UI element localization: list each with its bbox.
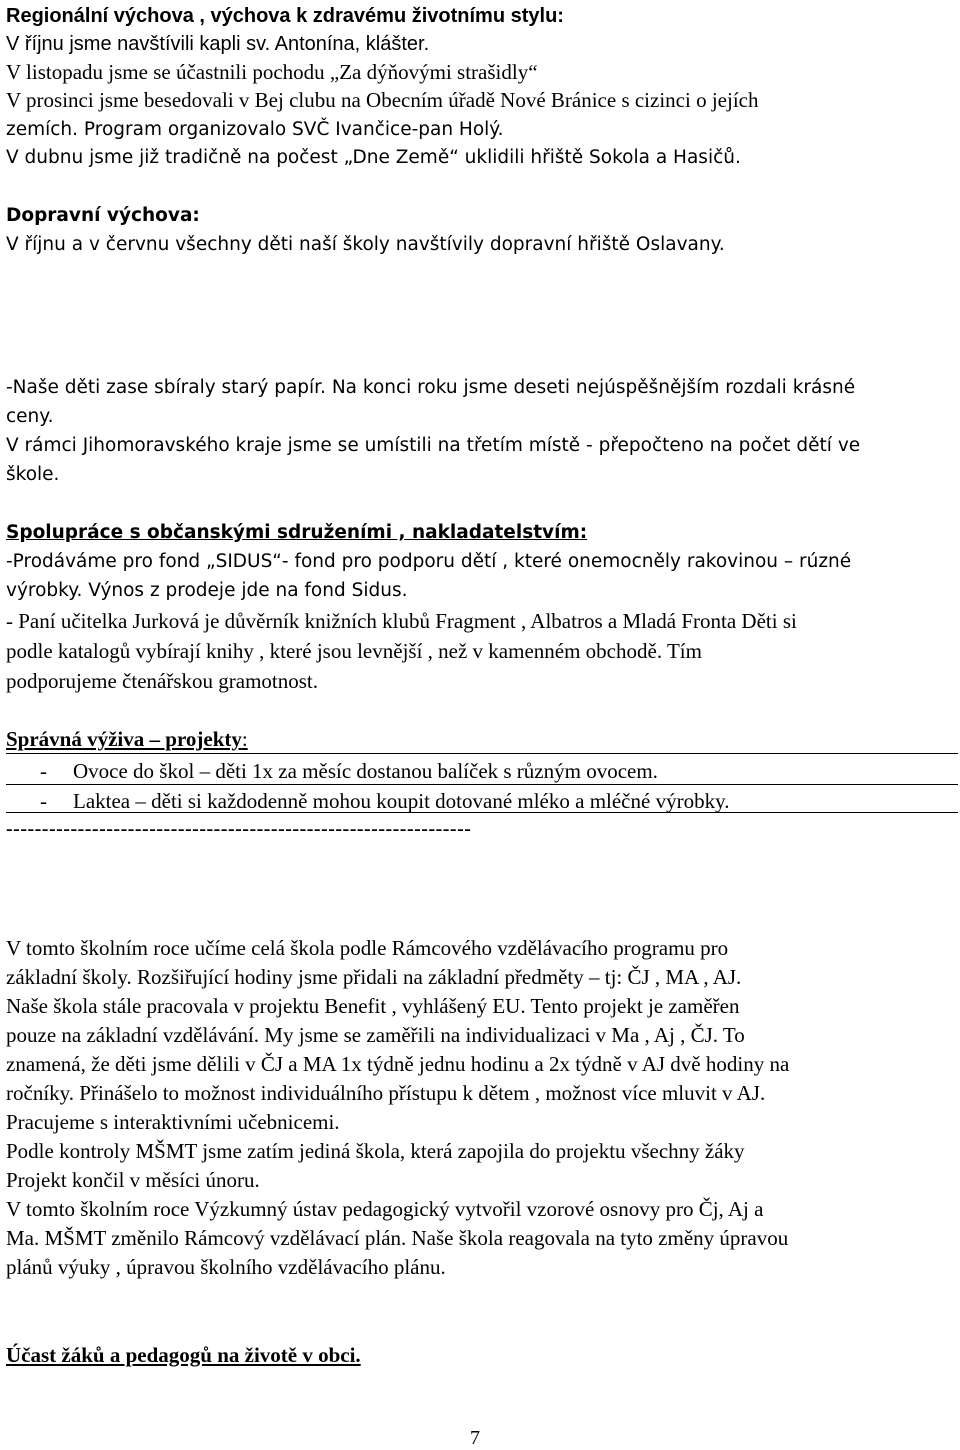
list-item-text: Laktea – děti si každodenně mohou koupit dotované mléko a mléčné výrobky. — [73, 789, 730, 813]
text-line: zemích. Program organizovalo SVČ Ivančice-pan Holý. — [6, 119, 504, 140]
list-item — [40, 757, 658, 785]
text-line: -Naše děti zase sbíraly starý papír. Na konci roku jsme deseti nejúspěšnějším rozdali krásné — [6, 377, 856, 398]
horizontal-rule — [6, 753, 958, 754]
text-line: V rámci Jihomoravského kraje jsme se umístili na třetím místě - přepočteno na počet dětí ve — [6, 435, 861, 456]
text-line: výrobky. Výnos z prodeje jde na fond Sidus. — [6, 580, 408, 601]
text-line: V říjnu jsme navštívili kapli sv. Antonína, klášter. — [6, 33, 430, 55]
text-line: V tomto školním roce Výzkumný ústav pedagogický vytvořil vzorové osnovy pro Čj, Aj a — [6, 1197, 764, 1221]
heading-colon: : — [241, 727, 248, 751]
list-dash: - — [40, 789, 47, 813]
text-line: Ma. MŠMT změnilo Rámcový vzdělávací plán. Naše škola reagovala na tyto změny úpravou — [6, 1226, 789, 1250]
text-line: plánů výuky , úpravou školního vzdělávacího plánu. — [6, 1255, 446, 1279]
text-line: V tomto školním roce učíme celá škola podle Rámcového vzdělávacího programu pro — [6, 936, 729, 960]
text-line: V listopadu jsme se účastnili pochodu „Za dýňovými strašidly“ — [6, 60, 538, 84]
list-item-text: Ovoce do škol – děti 1x za měsíc dostanou balíček s různým ovocem. — [73, 759, 658, 783]
text-line: V dubnu jsme již tradičně na počest „Dne Země“ uklidili hřiště Sokola a Hasičů. — [6, 147, 741, 168]
horizontal-rule — [6, 812, 958, 813]
text-line: základní školy. Rozšiřující hodiny jsme přidali na základní předměty – tj: ČJ , MA , AJ. — [6, 965, 742, 989]
heading-cooperation: Spolupráce s občanskými sdruženími , nakladatelstvím: — [6, 522, 588, 543]
text-line: znamená, že děti jsme dělili v ČJ a MA 1x týdně jednu hodinu a 2x týdně v AJ dvě hodiny na — [6, 1052, 790, 1076]
heading-nutrition-label: Správná výživa – projekty — [6, 727, 242, 751]
text-line: Naše škola stále pracovala v projektu Benefit , vyhlášený EU. Tento projekt je zaměřen — [6, 994, 740, 1018]
dash-separator: ----------------------------------------------------------------- — [6, 818, 472, 840]
text-line: - Paní učitelka Jurková je důvěrník knižních klubů Fragment , Albatros a Mladá Fronta Děti si — [6, 609, 797, 633]
list-dash: - — [40, 759, 47, 783]
text-line: V prosinci jsme besedovali v Bej clubu na Obecním úřadě Nové Bránice s cizinci o jejích — [6, 88, 759, 112]
heading-community-participation: Účast žáků a pedagogů na životě v obci. — [6, 1343, 361, 1367]
text-line: Podle kontroly MŠMT jsme zatím jediná škola, která zapojila do projektu všechny žáky — [6, 1139, 745, 1163]
text-line: ceny. — [6, 406, 54, 427]
text-line: podle katalogů vybírají knihy , které jsou levnější , než v kamenném obchodě. Tím — [6, 639, 702, 663]
text-line: V říjnu a v červnu všechny děti naší školy navštívily dopravní hřiště Oslavany. — [6, 234, 725, 255]
page-number: 7 — [470, 1427, 480, 1449]
text-line: ročníky. Přinášelo to možnost individuálního přístupu k dětem , možnost více mluvit v AJ. — [6, 1081, 766, 1105]
text-line: -Prodáváme pro fond „SIDUS“- fond pro podporu dětí , které onemocněly rakovinou – rúzné — [6, 551, 852, 572]
heading-regional-education: Regionální výchova , výchova k zdravému životnímu stylu: — [6, 5, 564, 27]
heading-nutrition-projects — [6, 725, 248, 753]
text-line: pouze na základní vzdělávání. My jsme se zaměřili na individualizaci v Ma , Aj , ČJ. To — [6, 1023, 745, 1047]
text-line: podporujeme čtenářskou gramotnost. — [6, 669, 319, 693]
text-line: Pracujeme s interaktivními učebnicemi. — [6, 1110, 340, 1134]
text-line: škole. — [6, 464, 60, 485]
list-item — [40, 787, 729, 815]
text-line: Projekt končil v měsíci únoru. — [6, 1168, 260, 1192]
horizontal-rule — [6, 784, 958, 785]
heading-traffic-education: Dopravní výchova: — [6, 205, 200, 226]
